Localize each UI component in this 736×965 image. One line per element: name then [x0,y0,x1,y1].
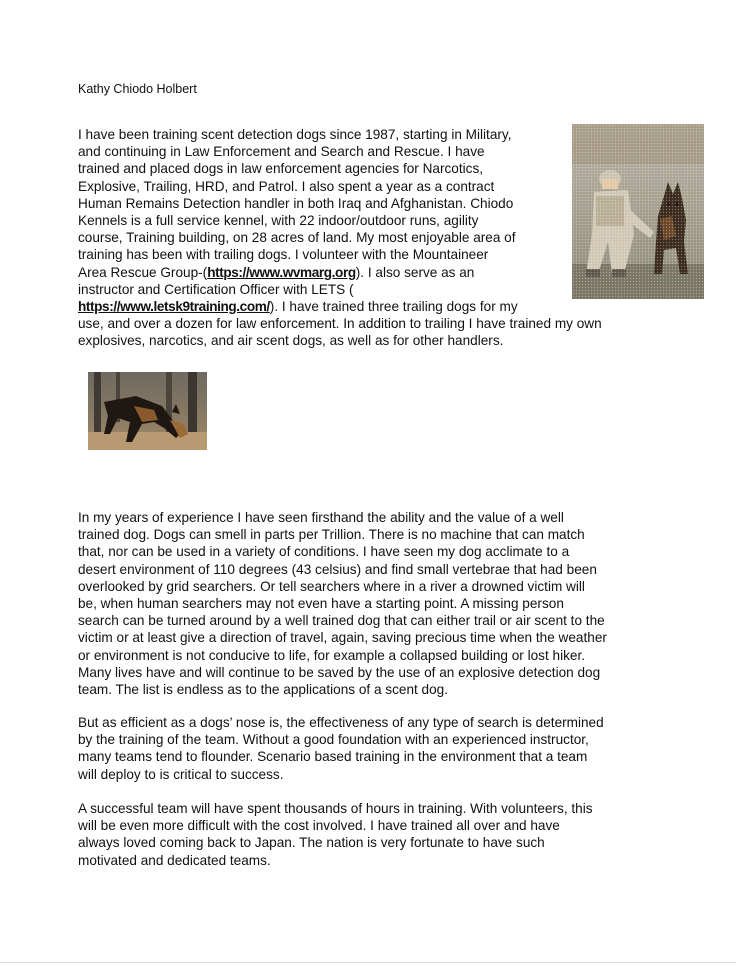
paragraph-line: victim or at least give a direction of travel, again, saving precious time when the weather [78,630,607,646]
line-text: ). I also serve as an [355,264,475,280]
paragraph-line: Kennels is a full service kennel, with 22 indoor/outdoor runs, agility [78,212,479,228]
letsk9training-link[interactable]: https://www.letsk9training.com/ [78,298,270,314]
training-paragraph [78,714,604,783]
paragraph-line: A successful team will have spent thousands of hours in training. With volunteers, this [78,801,593,816]
experience-paragraph [78,509,607,698]
paragraph-line: will deploy to is critical to success. [78,766,284,782]
paragraph-line: But as efficient as a dogs’ nose is, the effectiveness of any type of search is determined [78,715,604,730]
author-name: Kathy Chiodo Holbert [78,82,197,96]
paragraph-line: In my years of experience I have seen firsthand the ability and the value of a well [78,510,564,525]
paragraph-line: overlooked by grid searchers. Or tell searchers where in a river a drowned victim will [78,578,585,594]
paragraph-line: team. The list is endless as to the applications of a scent dog. [78,681,449,697]
paragraph-line: explosives, narcotics, and air scent dogs, as well as for other handlers. [78,333,504,349]
paragraph-line: search can be turned around by a well trained dog that can either trail or air scent to the [78,613,605,629]
line-text: Area Rescue Group-( [78,264,208,280]
trailing-dog-photo [88,372,207,450]
paragraph-line: that, nor can be used in a variety of conditions. I have seen my dog acclimate to a [78,544,570,560]
paragraph-line [78,264,602,281]
paragraph-line: Explosive, Trailing, HRD, and Patrol. I also spent a year as a contract [78,178,495,194]
soldier-with-dog-photo [572,124,704,299]
paragraph-line: by the training of the team. Without a good foundation with an experienced instructor, [78,732,589,748]
paragraph-line: I have been training scent detection dogs since 1987, starting in Military, [78,127,512,142]
paragraph-line: training has been with trailing dogs. I volunteer with the Mountaineer [78,247,489,263]
paragraph-line: motivated and dedicated teams. [78,852,271,868]
paragraph-line: trained dog. Dogs can smell in parts per Trillion. There is no machine that can match [78,527,585,543]
paragraph-line: or environment is not conducive to life, for example a collapsed building or lost hiker. [78,647,586,663]
paragraph-line: always loved coming back to Japan. The nation is very fortunate to have such [78,835,545,851]
closing-paragraph [78,800,593,869]
paragraph-line: and continuing in Law Enforcement and Search and Rescue. I have [78,144,485,160]
paragraph-line: trained and placed dogs in law enforcement agencies for Narcotics, [78,161,484,177]
paragraph-line: course, Training building, on 28 acres of land. My most enjoyable area of [78,230,516,246]
paragraph-line: desert environment of 110 degrees (43 celsius) and find small vertebrae that had been [78,561,597,577]
line-text: ). I have trained three trailing dogs for my [269,298,518,314]
paragraph-line: many teams tend to flounder. Scenario based training in the environment that a team [78,749,588,765]
paragraph-line: be, when human searchers may not even have a starting point. A missing person [78,595,564,611]
paragraph-line: use, and over a dozen for law enforcement. In addition to trailing I have trained my own [78,316,602,332]
paragraph-line: Human Remains Detection handler in both Iraq and Afghanistan. Chiodo [78,195,514,211]
paragraph-line: Many lives have and will continue to be saved by the use of an explosive detection dog [78,664,601,680]
intro-paragraph [78,126,602,349]
paragraph-line: will be even more difficult with the cost involved. I have trained all over and have [78,818,560,834]
wvmarg-link[interactable]: https://www.wvmarg.org [207,264,356,280]
paragraph-line: instructor and Certification Officer with LETS ( [78,281,354,297]
page-bottom-divider [0,962,736,963]
paragraph-line [78,298,602,315]
